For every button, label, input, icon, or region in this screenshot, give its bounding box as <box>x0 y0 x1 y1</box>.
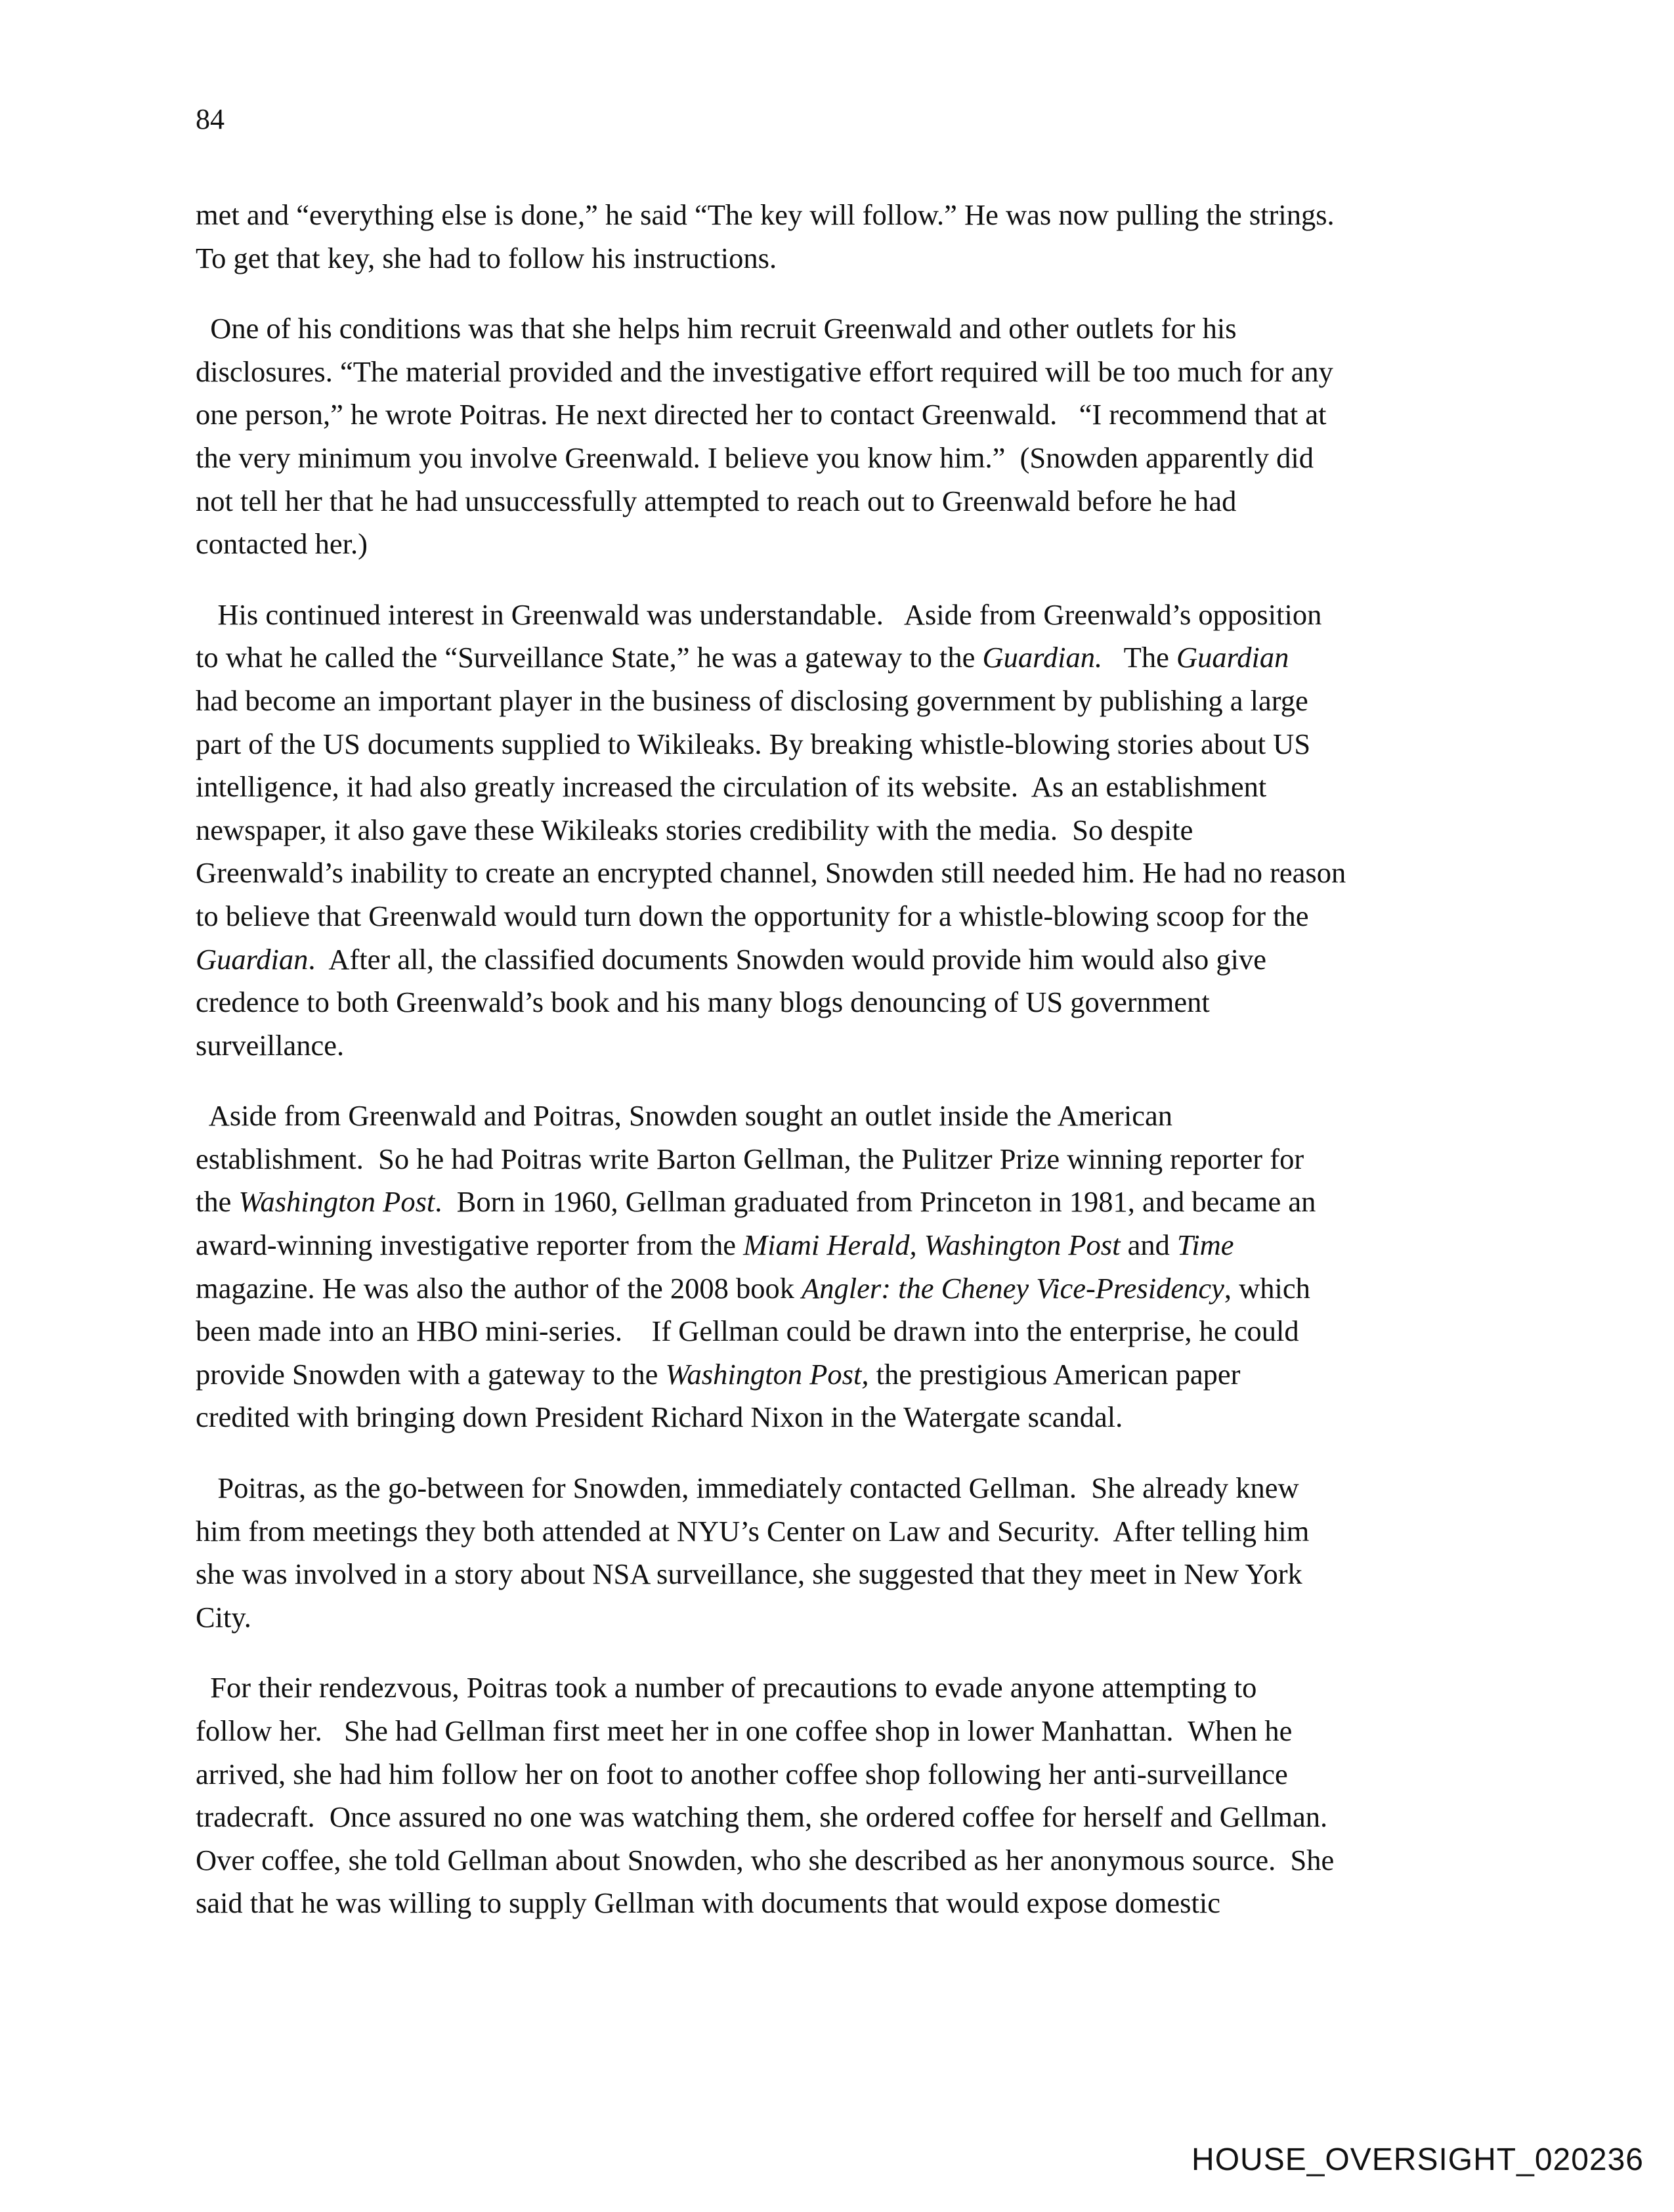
text-line <box>196 393 1492 437</box>
text-run: . Born in 1960, Gellman graduated from Princeton in 1981, and became an <box>435 1185 1316 1219</box>
text-line <box>196 194 1492 237</box>
text-line <box>196 852 1492 895</box>
text-run: not tell her that he had unsuccessfully attempted to reach out to Greenwald before he had <box>196 484 1237 517</box>
text-line <box>196 437 1492 480</box>
text-run: follow her. She had Gellman first meet her in one coffee shop in lower Manhattan. When he <box>196 1714 1293 1747</box>
text-run: to what he called the “Surveillance State,” he was a gateway to the <box>196 641 983 674</box>
italic-text: Guardian. <box>982 641 1103 674</box>
text-run: one person,” he wrote Poitras. He next directed her to contact Greenwald. “I recommend that at <box>196 398 1327 431</box>
text-line <box>196 1396 1492 1439</box>
text-run: magazine. He was also the author of the 2008 book <box>196 1271 802 1305</box>
text-line <box>196 981 1492 1024</box>
text-run: tradecraft. Once assured no one was watching them, she ordered coffee for herself and Gellman. <box>196 1800 1328 1834</box>
text-run: the very minimum you involve Greenwald. I believe you know him.” (Snowden apparently did <box>196 441 1314 474</box>
text-line <box>196 1024 1492 1068</box>
text-line <box>196 480 1492 523</box>
text-run: had become an important player in the business of disclosing government by publishing a large <box>196 683 1308 717</box>
text-run: To get that key, she had to follow his instructions. <box>196 241 777 274</box>
text-run: disclosures. “The material provided and the investigative effort required will be too much for any <box>196 355 1333 388</box>
text-line <box>196 523 1492 566</box>
text-line <box>196 1267 1492 1311</box>
text-run: said that he was willing to supply Gellman with documents that would expose domestic <box>196 1886 1220 1920</box>
text-line <box>196 1710 1492 1753</box>
text-run: , which <box>1224 1271 1310 1305</box>
text-line <box>196 1095 1492 1138</box>
text-line <box>196 1310 1492 1353</box>
text-run: to believe that Greenwald would turn down the opportunity for a whistle-blowing scoop for the <box>196 899 1309 932</box>
text-line <box>196 1882 1492 1925</box>
text-line <box>196 1839 1492 1882</box>
text-run: credence to both Greenwald’s book and his many blogs denouncing of US government <box>196 986 1210 1019</box>
text-run: part of the US documents supplied to Wikileaks. By breaking whistle-blowing stories about US <box>196 727 1311 760</box>
text-line <box>196 1510 1492 1553</box>
italic-text: Washington Post, <box>665 1357 869 1391</box>
text-line <box>196 307 1492 351</box>
text-run: credited with bringing down President Richard Nixon in the Watergate scandal. <box>196 1400 1123 1434</box>
text-line <box>196 1353 1492 1397</box>
text-run: award-winning investigative reporter from the <box>196 1228 744 1262</box>
text-run: contacted her.) <box>196 527 368 561</box>
text-line <box>196 766 1492 809</box>
text-line <box>196 237 1492 280</box>
text-run: and <box>1120 1228 1178 1262</box>
text-run: she was involved in a story about NSA surveillance, she suggested that they meet in New York <box>196 1557 1302 1591</box>
text-line <box>196 1666 1492 1710</box>
text-line <box>196 723 1492 766</box>
paragraph <box>196 1666 1492 1925</box>
text-line <box>196 1138 1492 1181</box>
text-line <box>196 594 1492 637</box>
italic-text: Time <box>1177 1228 1234 1262</box>
text-line <box>196 895 1492 938</box>
text-run: provide Snowden with a gateway to the <box>196 1357 666 1391</box>
text-run: . After all, the classified documents Snowden would provide him would also give <box>308 942 1267 976</box>
bates-stamp: HOUSE_OVERSIGHT_020236 <box>1191 2142 1644 2177</box>
text-line <box>196 938 1492 982</box>
text-line <box>196 351 1492 394</box>
italic-text: Guardian <box>1176 641 1289 674</box>
text-run: Aside from Greenwald and Poitras, Snowden sought an outlet inside the American <box>196 1099 1172 1133</box>
text-run: been made into an HBO mini-series. If Gellman could be drawn into the enterprise, he could <box>196 1314 1299 1348</box>
paragraph <box>196 194 1492 280</box>
text-line <box>196 1553 1492 1596</box>
text-line <box>196 1596 1492 1639</box>
body-text <box>196 194 1492 1953</box>
text-run: surveillance. <box>196 1028 345 1062</box>
italic-text: Washington Post <box>238 1185 435 1219</box>
text-run: him from meetings they both attended at NYU’s Center on Law and Security. After telling him <box>196 1514 1310 1548</box>
text-run: newspaper, it also gave these Wikileaks stories credibility with the media. So despite <box>196 813 1193 846</box>
text-run: For their rendezvous, Poitras took a number of precautions to evade anyone attempting to <box>196 1671 1257 1704</box>
italic-text: Guardian <box>196 942 309 976</box>
text-line <box>196 1181 1492 1224</box>
paragraph <box>196 1095 1492 1439</box>
text-run: Over coffee, she told Gellman about Snowden, who she described as her anonymous source. She <box>196 1843 1335 1876</box>
text-run: intelligence, it had also greatly increased the circulation of its website. As an establishment <box>196 770 1267 804</box>
paragraph <box>196 1467 1492 1639</box>
paragraph <box>196 594 1492 1068</box>
text-line <box>196 809 1492 852</box>
text-run: One of his conditions was that she helps him recruit Greenwald and other outlets for his <box>196 312 1237 345</box>
text-run: His continued interest in Greenwald was understandable. Aside from Greenwald’s opposition <box>196 597 1322 631</box>
text-run: the prestigious American paper <box>869 1357 1241 1391</box>
paragraph <box>196 307 1492 566</box>
page-number: 84 <box>196 103 225 135</box>
text-line <box>196 680 1492 723</box>
text-run: Poitras, as the go-between for Snowden, immediately contacted Gellman. She already knew <box>196 1471 1299 1505</box>
italic-text: Angler: the Cheney Vice-Presidency <box>802 1271 1224 1305</box>
text-run: The <box>1102 641 1176 674</box>
text-line <box>196 1224 1492 1267</box>
text-run: establishment. So he had Poitras write Barton Gellman, the Pulitzer Prize winning reporter for <box>196 1142 1304 1175</box>
text-line <box>196 1796 1492 1839</box>
italic-text: Miami Herald, Washington Post <box>743 1228 1121 1262</box>
text-run: met and “everything else is done,” he said “The key will follow.” He was now pulling the strings. <box>196 198 1335 231</box>
text-run: the <box>196 1185 239 1219</box>
text-line <box>196 1753 1492 1796</box>
text-line <box>196 1467 1492 1510</box>
text-run: City. <box>196 1600 251 1634</box>
text-run: Greenwald’s inability to create an encrypted channel, Snowden still needed him. He had no reason <box>196 856 1346 890</box>
text-line <box>196 636 1492 680</box>
text-run: arrived, she had him follow her on foot to another coffee shop following her anti-surveillance <box>196 1757 1288 1790</box>
